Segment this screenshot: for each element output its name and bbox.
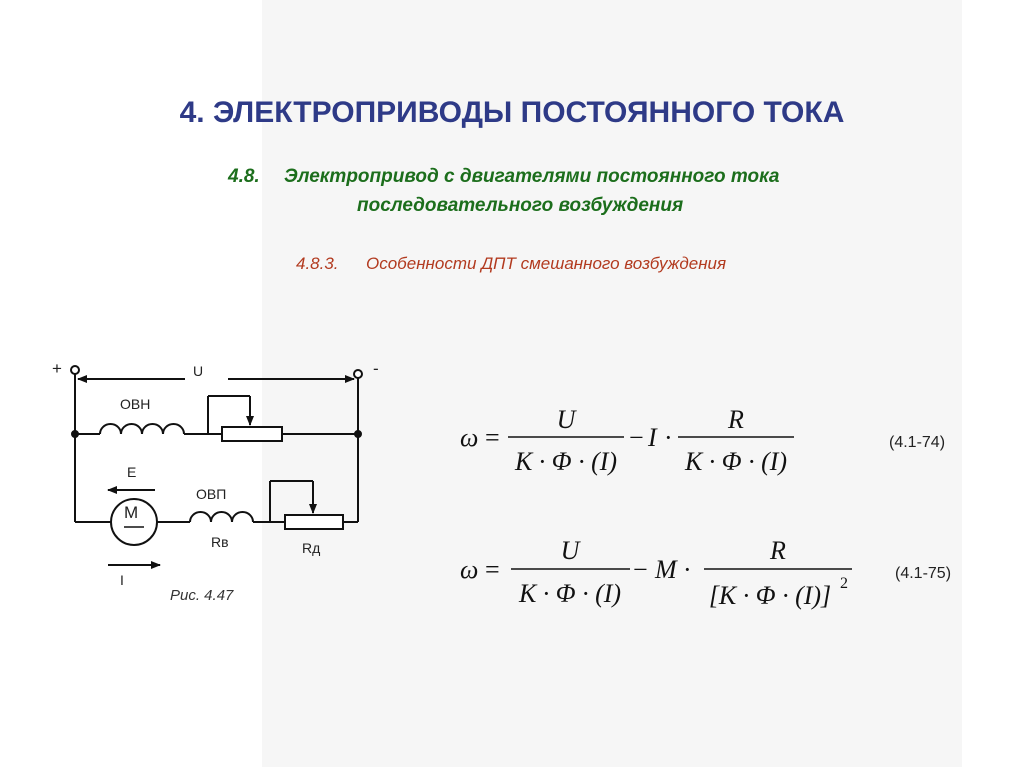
minus-terminal bbox=[354, 370, 362, 378]
equation-number-2: (4.1-75) bbox=[895, 565, 952, 582]
eq1-denominator-1: K · Φ · (I) bbox=[514, 447, 618, 476]
svg-text:·: · bbox=[664, 423, 673, 452]
svg-text:=: = bbox=[485, 555, 500, 584]
voltage-label: U bbox=[193, 363, 204, 379]
eq1-factor: I bbox=[648, 423, 657, 452]
svg-text:=: = bbox=[485, 423, 500, 452]
subsection-title-line2: последовательного возбуждения bbox=[357, 195, 684, 216]
eq2-factor: M bbox=[655, 555, 677, 584]
section-title: Особенности ДПТ смешанного возбуждения bbox=[366, 254, 727, 273]
current-label: I bbox=[120, 572, 124, 588]
plus-label: + bbox=[52, 359, 62, 378]
eq2-numerator-1: U bbox=[560, 536, 580, 565]
eq2-denominator-1: K · Φ · (I) bbox=[518, 579, 622, 608]
svg-text:−: − bbox=[633, 555, 648, 584]
shunt-winding-label: ОВН bbox=[120, 396, 151, 412]
additional-resistor-label: Rд bbox=[302, 540, 321, 556]
equation-4-1-75 bbox=[460, 536, 852, 610]
eq1-numerator-2: R bbox=[728, 405, 744, 434]
eq1-numerator-1: U bbox=[556, 405, 576, 434]
minus-label: - bbox=[373, 359, 379, 378]
plus-terminal bbox=[71, 366, 79, 374]
subsection-title-line1: Электропривод с двигателями постоянного тока bbox=[284, 166, 780, 187]
svg-text:−: − bbox=[629, 423, 644, 452]
section-number: 4.8.3. bbox=[296, 254, 339, 273]
equation-4-1-74 bbox=[460, 405, 794, 476]
subsection-number: 4.8. bbox=[228, 166, 260, 187]
eq1-denominator-2: K · Φ · (I) bbox=[684, 447, 788, 476]
motor-label: M bbox=[124, 503, 139, 522]
slide-title: 4. ЭЛЕКТРОПРИВОДЫ ПОСТОЯННОГО ТОКА bbox=[179, 96, 845, 129]
series-winding-label: ОВП bbox=[196, 486, 227, 502]
series-winding-coil bbox=[190, 512, 253, 522]
eq1-lhs: ω bbox=[460, 423, 479, 452]
eq2-lhs: ω bbox=[460, 555, 479, 584]
eq2-denominator-2: [K · Φ · (I)] bbox=[708, 581, 832, 610]
figure-caption: Рис. 4.47 bbox=[170, 587, 234, 604]
emf-label: E bbox=[127, 464, 137, 480]
eq2-numerator-2: R bbox=[770, 536, 786, 565]
equation-number-1: (4.1-74) bbox=[889, 434, 946, 451]
shunt-rheostat bbox=[222, 427, 282, 441]
svg-text:·: · bbox=[683, 555, 692, 584]
additional-resistor bbox=[285, 515, 343, 529]
series-resistor-label: Rв bbox=[211, 534, 229, 550]
eq2-exponent: 2 bbox=[840, 575, 848, 592]
shunt-winding-coil bbox=[100, 424, 184, 434]
